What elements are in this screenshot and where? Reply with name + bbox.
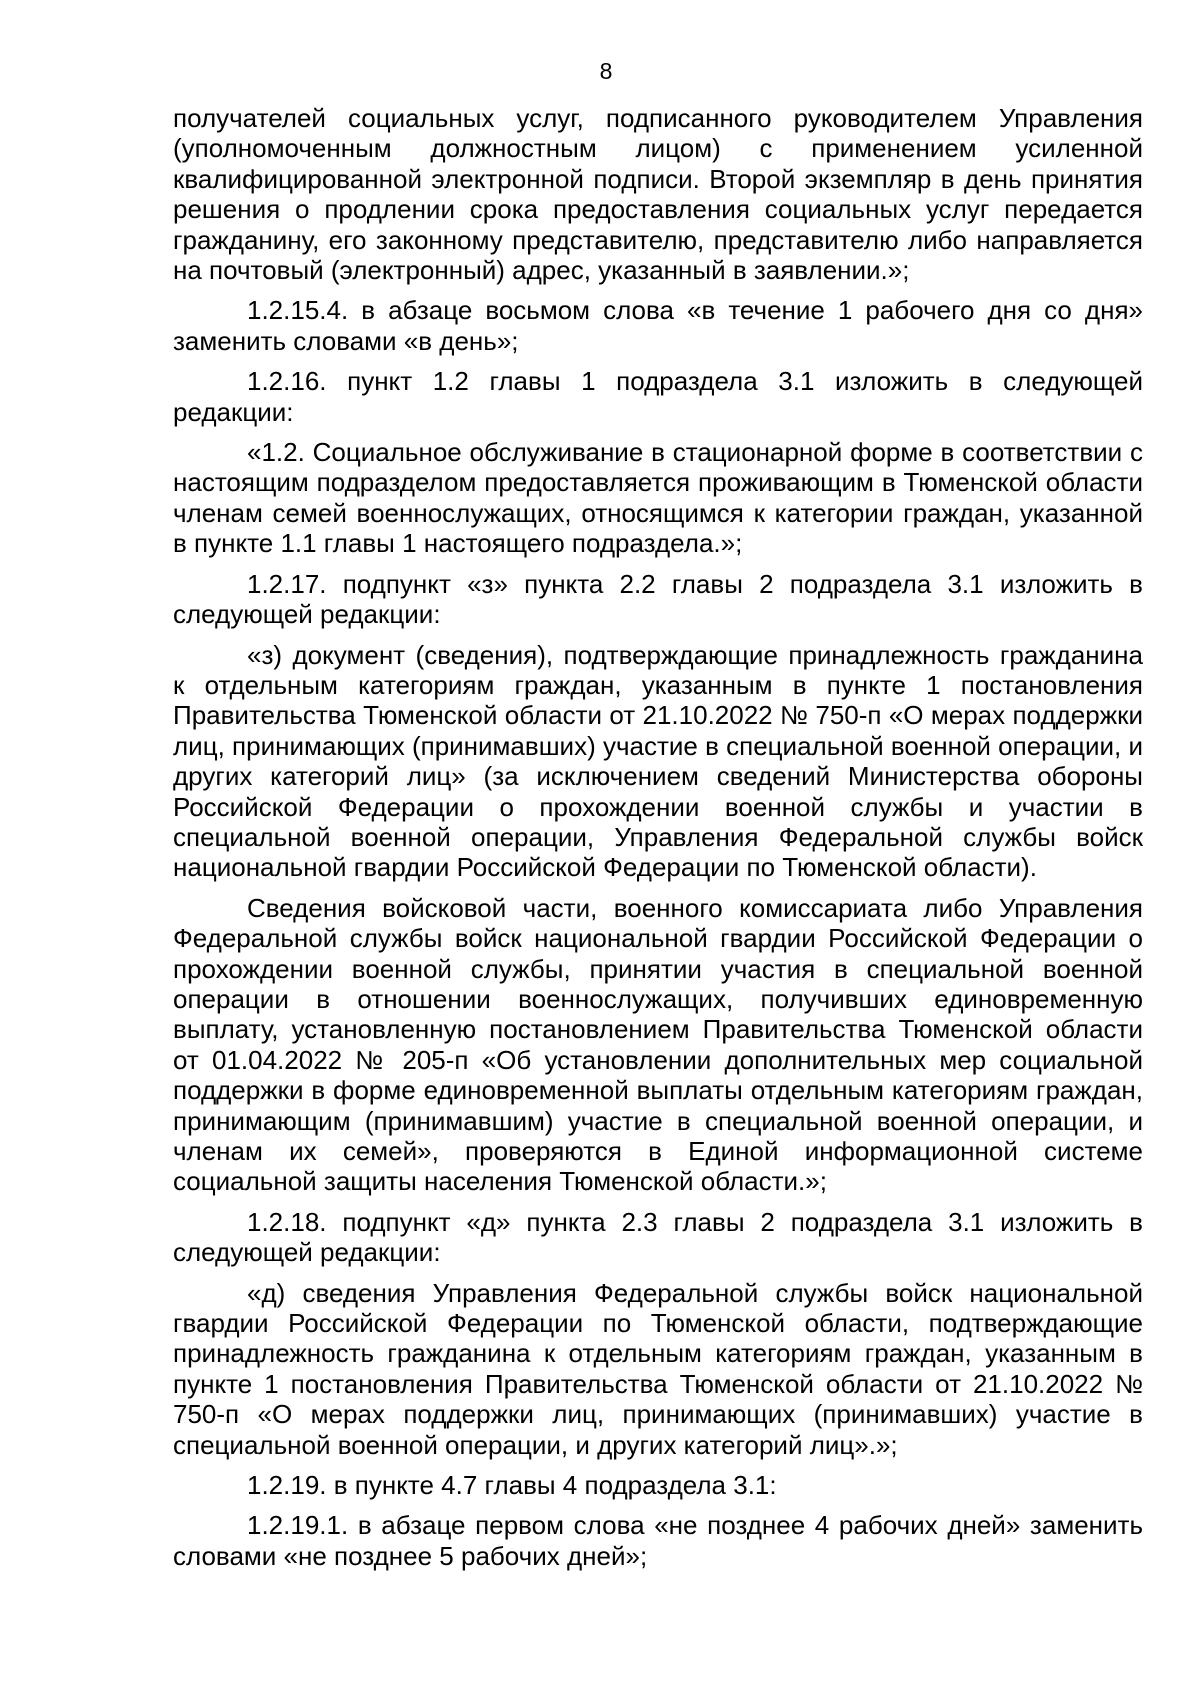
paragraph-quote-1-2: «1.2. Социальное обслуживание в стационарной форме в соответствии с настоящим подразделом предоставляется проживающим в Тюменской области членам семей военнослужащих, относящимся к категории граждан, указанной в пункте 1.1 главы 1 настоящего подраздела.»; — [173, 437, 1143, 559]
paragraph-1-2-16: 1.2.16. пункт 1.2 главы 1 подраздела 3.1 изложить в следующей редакции: — [173, 366, 1143, 427]
paragraph-quote-z: «з) документ (сведения), подтверждающие принадлежность гражданина к отдельным категориям граждан, указанным в пункте 1 постановления Правительства Тюменской области от 21.10.2022 № 750-п «О мерах поддержки лиц, принимающих (принимавших) участие в специальной военной операции, и других категорий лиц» (за исключением сведений Министерства обороны Российской Федерации о прохождении военной службы и участии в специальной военной операции, Управления Федеральной службы войск национальной гвардии Российской Федерации по Тюменской области). — [173, 639, 1144, 883]
page-number: 8 — [599, 58, 613, 84]
paragraph-1-2-19: 1.2.19. в пункте 4.7 главы 4 подраздела 3.1: — [247, 1470, 777, 1501]
paragraph-quote-d: «д) сведения Управления Федеральной службы войск национальной гвардии Российской Федерации по Тюменской области, подтверждающие принадлежность гражданина к отдельным категориям граждан, указанным в пункте 1 постановления Правительства Тюменской области от 21.10.2022 № 750-п «О мерах поддержки лиц, принимающих (принимавших) участие в специальной военной операции, и других категорий лиц».»; — [173, 1277, 1143, 1460]
paragraph-1-2-18: 1.2.18. подпункт «д» пункта 2.3 главы 2 подраздела 3.1 изложить в следующей редакции: — [173, 1206, 1143, 1268]
paragraph-svedeniya: Сведения войсковой части, военного комиссариата либо Управления Федеральной службы войск национальной гвардии Российской Федерации о прохождении военной службы, принятии участия в специальной военной операции в отношении военнослужащих, получивших единовременную выплату, установленную постановлением Правительства Тюменской области от 01.04.2022 № 205-п «Об установлении дополнительных мер социальной поддержки в форме единовременной выплаты отдельным категориям граждан, принимающим (принимавшим) участие в специальной военной операции, и членам их семей», проверяются в Единой информационной системе социальной защиты населения Тюменской области.»; — [173, 892, 1143, 1197]
document-body — [173, 103, 1143, 1581]
paragraph-continuation: получателей социальных услуг, подписанного руководителем Управления (уполномоченным должностным лицом) с применением усиленной квалифицированной электронной подписи. Второй экземпляр в день принятия решения о продлении срока предоставления социальных услуг передается гражданину, его законному представителю, представителю либо направляется на почтовый (электронный) адрес, указанный в заявлении.»; — [173, 103, 1143, 286]
paragraph-1-2-17: 1.2.17. подпункт «з» пункта 2.2 главы 2 подраздела 3.1 изложить в следующей редакции: — [173, 568, 1143, 630]
paragraph-1-2-15-4: 1.2.15.4. в абзаце восьмом слова «в течение 1 рабочего дня со дня» заменить словами «в день»; — [173, 295, 1143, 356]
paragraph-1-2-19-1: 1.2.19.1. в абзаце первом слова «не позднее 4 рабочих дней» заменить словами «не позднее 5 рабочих дней»; — [173, 1510, 1143, 1571]
